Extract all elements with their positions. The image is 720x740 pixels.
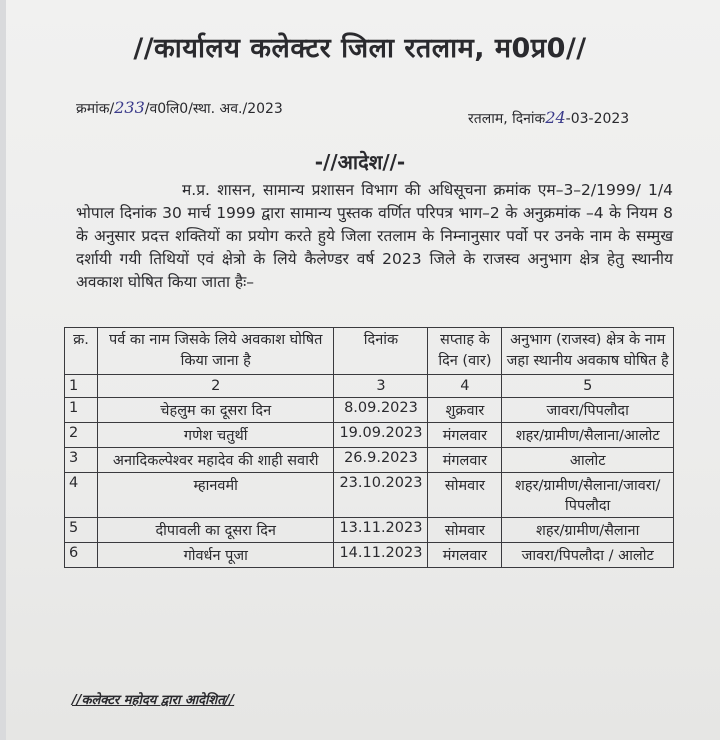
column-number: 2 (97, 375, 334, 398)
order-paragraph-text: म.प्र. शासन, सामान्य प्रशासन विभाग की अधिसूचना क्रमांक एम–3–2/1999/ 1/4 भोपाल दिनांक 30 मार्च 1999 द्वारा सामान्य पुस्तक वर्णित परिपत्र भाग–2 के अनुक्रमांक –4 के नियम 8 के अनुसार प्रदत्त शक्तियों का प्रयोग करते हुये जिला रतलाम के निम्नानुसार पर्वो पर उनके नाम के सम्मुख दर्शायी गयी तिथियों एवं क्षेत्रो के लिये कैलेण्डर वर्ष 2023 जिले के राजस्व अनुभाग क्षेत्र हेतु स्थानीय अवकाश घोषित किया जाता हैः– (76, 181, 673, 291)
date-handwritten-day: 24 (545, 108, 566, 127)
table-header-row (65, 328, 674, 375)
cell-date: 8.09.2023 (334, 398, 428, 423)
place-suffix: -03-2023 (565, 111, 630, 127)
cell-day: मंगलवार (428, 423, 502, 448)
column-number: 5 (502, 375, 674, 398)
table-row (65, 473, 674, 518)
cell-festival: गणेश चतुर्थी (97, 423, 334, 448)
cell-festival: अनादिकल्पेश्वर महादेव की शाही सवारी (97, 448, 334, 473)
cell-serial: 3 (65, 448, 98, 473)
table-column-number-row (65, 375, 674, 398)
cell-date: 14.11.2023 (334, 543, 428, 568)
cell-festival: चेहलुम का दूसरा दिन (97, 398, 334, 423)
column-number: 1 (65, 375, 98, 398)
cell-serial: 6 (65, 543, 98, 568)
order-heading: -//आदेश//- (314, 150, 406, 174)
cell-day: मंगलवार (428, 543, 502, 568)
cell-festival: दीपावली का दूसरा दिन (97, 518, 334, 543)
signature-note: //कलेक्टर महोदय द्वारा आदेशित// (72, 693, 235, 708)
column-number: 3 (334, 375, 428, 398)
cell-day: सोमवार (428, 518, 502, 543)
ref-prefix: क्रमांक/ (76, 101, 115, 117)
cell-festival: गोवर्धन पूजा (97, 543, 334, 568)
header-festival: पर्व का नाम जिसके लिये अवकाश घोषित किया जाना है (97, 328, 334, 375)
cell-area: शहर/ग्रामीण/सैलाना (502, 518, 674, 543)
cell-day: शुक्रवार (428, 398, 502, 423)
cell-serial: 5 (65, 518, 98, 543)
place-date (468, 108, 629, 128)
header-area: अनुभाग (राजस्व) क्षेत्र के नाम जहा स्थानीय अवकाष घोषित है (502, 328, 674, 375)
cell-area: जावरा/पिपलौदा / आलोट (502, 543, 674, 568)
table-row (65, 423, 674, 448)
cell-serial: 2 (65, 423, 98, 448)
cell-serial: 1 (65, 398, 98, 423)
table-row (65, 543, 674, 568)
column-number: 4 (428, 375, 502, 398)
table-row (65, 448, 674, 473)
cell-day: मंगलवार (428, 448, 502, 473)
header-serial: क्र. (65, 328, 98, 375)
cell-date: 26.9.2023 (334, 448, 428, 473)
order-paragraph (76, 179, 673, 294)
place-prefix: रतलाम, दिनांक (468, 111, 546, 127)
ref-suffix: /व0लि0/स्था. अव./2023 (144, 101, 283, 117)
cell-area: शहर/ग्रामीण/सैलाना/आलोट (502, 423, 674, 448)
cell-area: आलोट (502, 448, 674, 473)
cell-serial: 4 (65, 473, 98, 518)
cell-day: सोमवार (428, 473, 502, 518)
cell-area: जावरा/पिपलौदा (502, 398, 674, 423)
table-row (65, 398, 674, 423)
cell-date: 19.09.2023 (334, 423, 428, 448)
cell-date: 13.11.2023 (334, 518, 428, 543)
cell-date: 23.10.2023 (334, 473, 428, 518)
cell-festival: म्हानवमी (97, 473, 334, 518)
cell-area: शहर/ग्रामीण/सैलाना/जावरा/पिपलौदा (502, 473, 674, 518)
reference-number (76, 98, 283, 118)
ref-handwritten-number: 233 (114, 98, 145, 117)
office-title: //कार्यालय कलेक्टर जिला रतलाम, म0प्र0// (133, 33, 587, 64)
header-day: सप्ताह के दिन (वार) (428, 328, 502, 375)
holiday-table (64, 327, 674, 568)
table-row (65, 518, 674, 543)
header-date: दिनांक (334, 328, 428, 375)
